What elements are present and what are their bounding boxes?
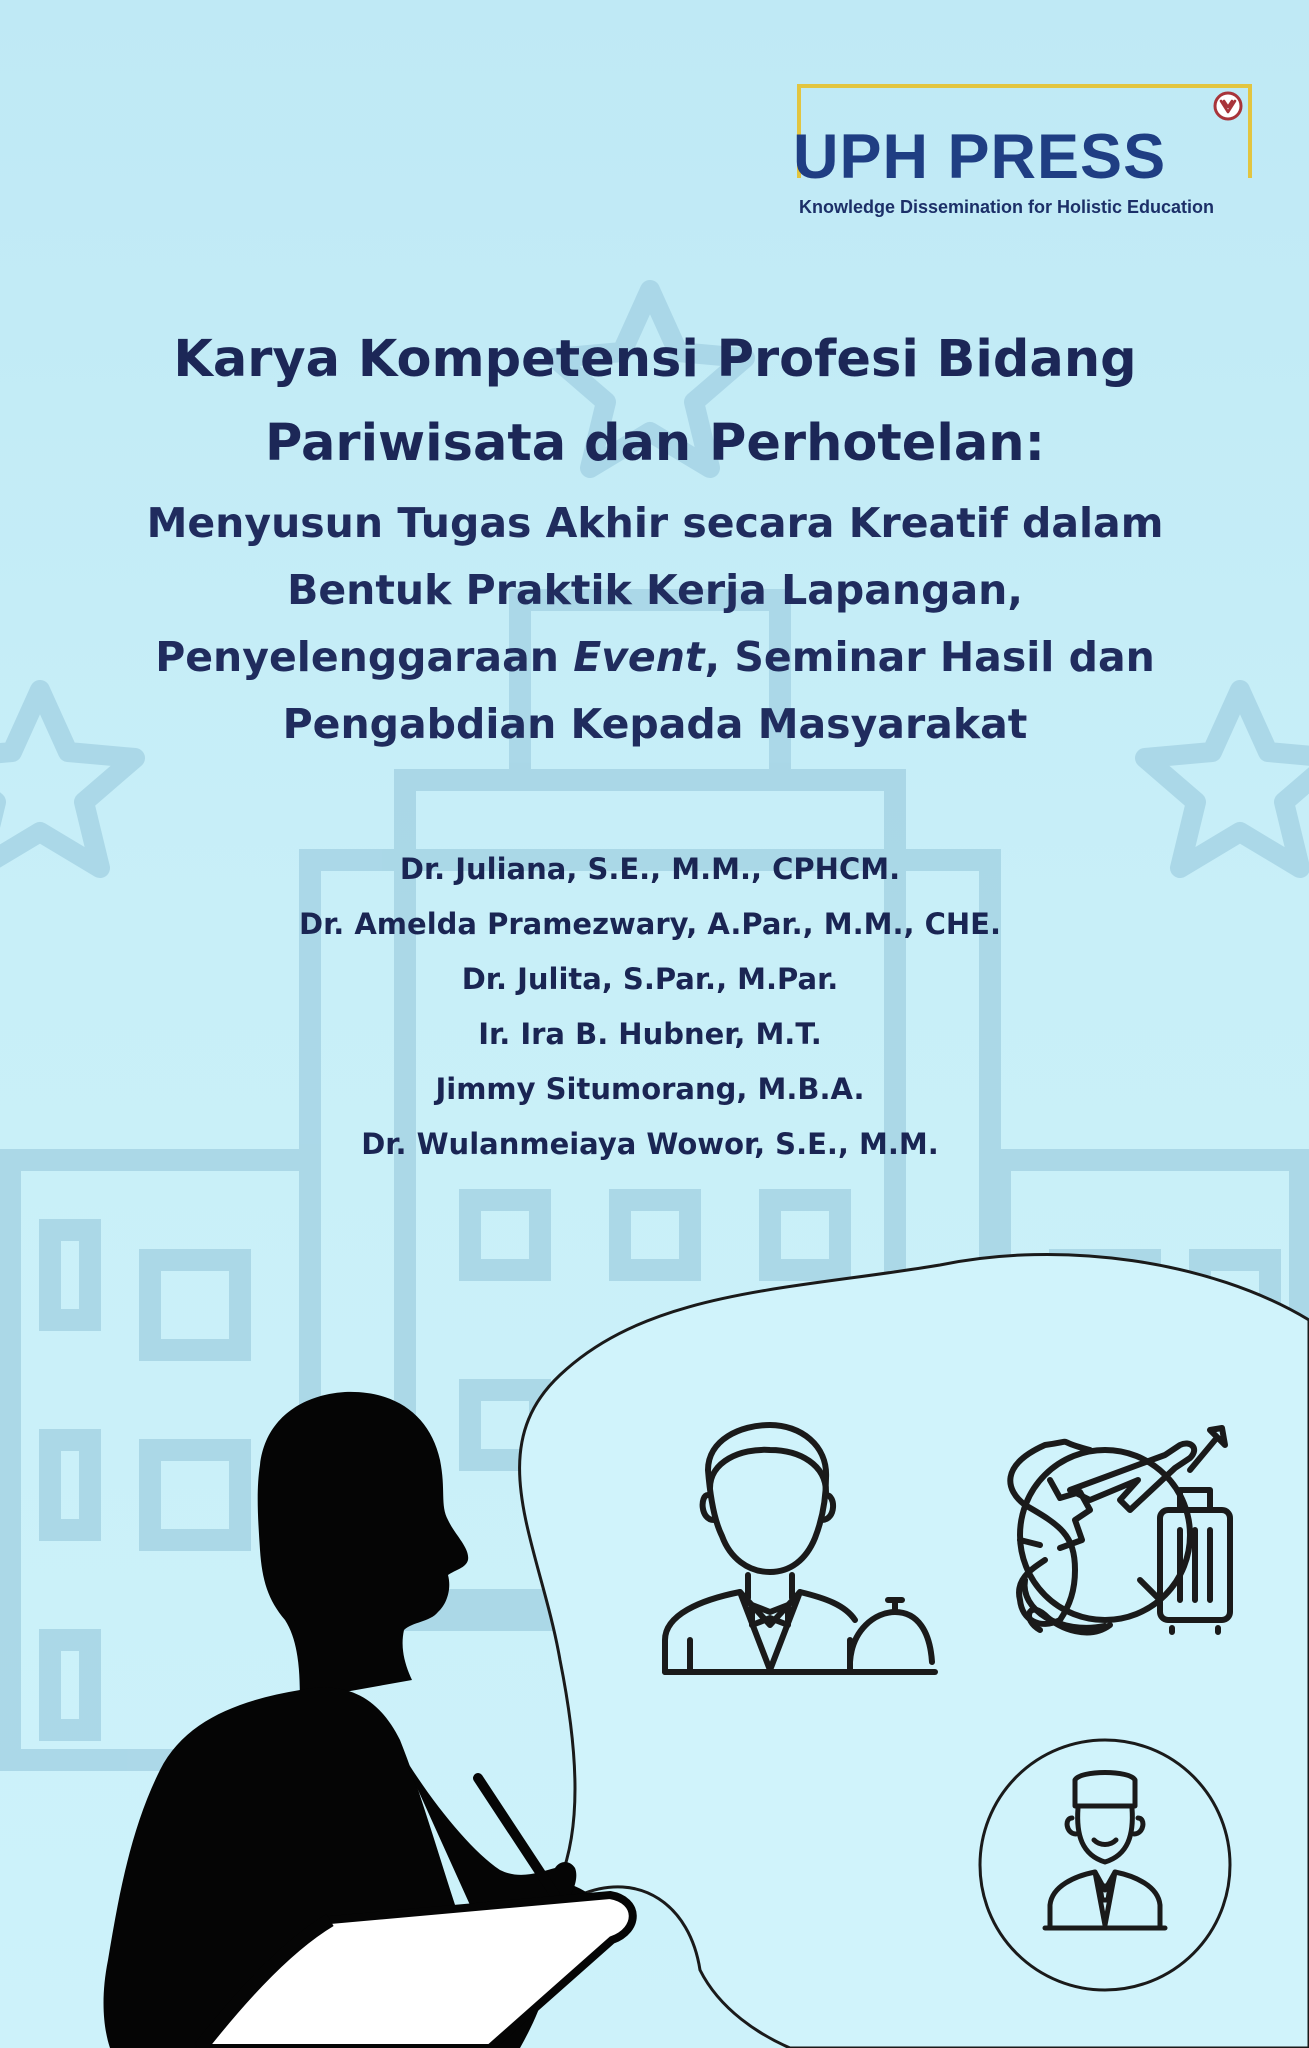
author-name: Dr. Amelda Pramezwary, A.Par., M.M., CHE. <box>299 907 1001 941</box>
subtitle-line: Menyusun Tugas Akhir secara Kreatif dalam <box>146 499 1164 547</box>
author-name: Dr. Wulanmeiaya Wowor, S.E., M.M. <box>361 1127 939 1161</box>
book-title-line: Pariwisata dan Perhotelan: <box>265 414 1045 473</box>
subtitle-text: , Seminar Hasil dan <box>704 633 1155 681</box>
subtitle-emphasis: Event <box>573 633 705 681</box>
author-name: Jimmy Situmorang, M.B.A. <box>435 1072 865 1106</box>
publisher-tagline: Knowledge Dissemination for Holistic Education <box>799 197 1215 217</box>
author-name: Ir. Ira B. Hubner, M.T. <box>478 1017 822 1051</box>
publisher-name: UPH PRESS <box>793 122 1167 192</box>
thought-bubble <box>520 1254 1309 2048</box>
subtitle-text: Penyelenggaraan <box>155 633 574 681</box>
author-name: Dr. Juliana, S.E., M.M., CPHCM. <box>399 852 901 886</box>
author-name: Dr. Julita, S.Par., M.Par. <box>461 962 839 996</box>
book-title-line: Karya Kompetensi Profesi Bidang <box>173 330 1137 389</box>
subtitle-line: Pengabdian Kepada Masyarakat <box>282 700 1028 748</box>
subtitle-line: Bentuk Praktik Kerja Lapangan, <box>287 566 1023 614</box>
